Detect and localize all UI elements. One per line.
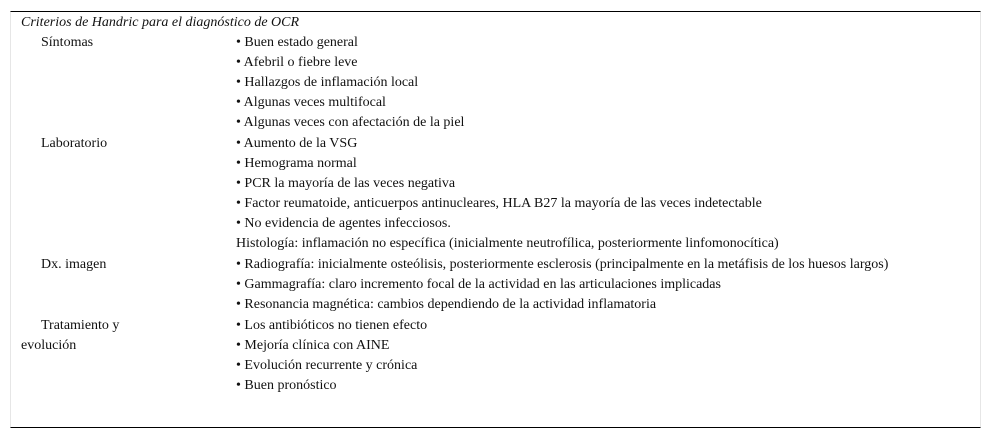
section-label-line1: Síntomas <box>41 35 94 50</box>
section-label-line1: Dx. imagen <box>41 257 107 272</box>
list-item: • Mejoría clínica con AINE <box>236 338 390 353</box>
list-item: • Resonancia magnética: cambios dependiendo de la actividad inflamatoria <box>236 297 657 312</box>
list-item: • Hallazgos de inflamación local <box>236 75 419 90</box>
list-item: • Gammagrafía: claro incremento focal de la actividad en las articulaciones implicadas <box>236 277 721 292</box>
list-item: • Factor reumatoide, anticuerpos antinucleares, HLA B27 la mayoría de las veces indetectable <box>236 196 762 211</box>
list-item: • Evolución recurrente y crónica <box>236 358 418 373</box>
list-item: • No evidencia de agentes infecciosos. <box>236 216 451 231</box>
list-item: • Hemograma normal <box>236 156 357 171</box>
section-label <box>11 316 236 396</box>
criteria-table <box>10 11 981 428</box>
section-label-line1: Laboratorio <box>41 136 108 151</box>
list-item: • Buen estado general <box>236 35 358 50</box>
list-item: • Radiografía: inicialmente osteólisis, posteriormente esclerosis (principalmente en la metáfisis de los huesos largos) <box>236 257 889 272</box>
list-item: • Algunas veces con afectación de la piel <box>236 115 465 130</box>
table-caption: Criterios de Handric para el diagnóstico de OCR <box>21 15 300 30</box>
list-item: • Buen pronóstico <box>236 378 337 393</box>
list-item: • Algunas veces multifocal <box>236 95 386 110</box>
section-label-line1: Tratamiento y <box>41 318 120 333</box>
list-item: • Afebril o fiebre leve <box>236 55 358 70</box>
list-item: • Los antibióticos no tienen efecto <box>236 318 428 333</box>
section-items <box>236 255 980 315</box>
section-label <box>11 255 236 315</box>
section-label <box>11 134 236 254</box>
section-dx-imagen <box>11 255 980 315</box>
section-items <box>236 33 980 133</box>
section-items <box>236 134 980 254</box>
section-tratamiento <box>11 316 980 396</box>
section-items <box>236 316 980 396</box>
section-sintomas <box>11 33 980 133</box>
section-label <box>11 33 236 133</box>
list-item: • Aumento de la VSG <box>236 136 358 151</box>
list-item: • PCR la mayoría de las veces negativa <box>236 176 456 191</box>
list-item: Histología: inflamación no específica (inicialmente neutrofílica, posteriormente linfomonocítica) <box>236 236 779 251</box>
section-label-line2: evolución <box>21 338 77 353</box>
section-laboratorio <box>11 134 980 254</box>
